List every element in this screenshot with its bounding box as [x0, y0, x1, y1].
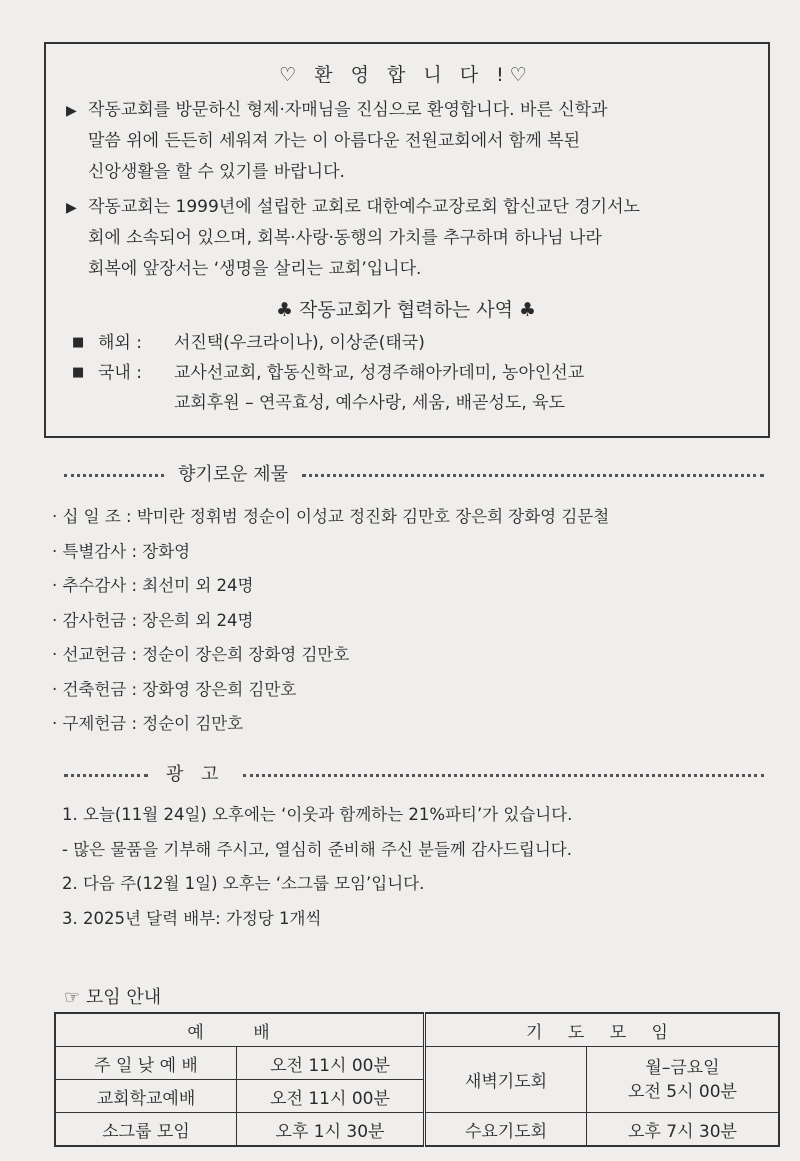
ministry-label: 해외 :: [98, 333, 142, 353]
offering-heading: 향기로운 제물: [178, 464, 289, 485]
offering-item: · 추수감사 : 최선미 외 24명: [52, 576, 254, 595]
worship-header: 예 배: [55, 1013, 425, 1047]
worship-name: 소그룹 모임: [55, 1113, 237, 1147]
ministry-overseas: [66, 328, 746, 358]
worship-name: 교회학교예배: [55, 1080, 237, 1113]
offering-item: · 특별감사 : 장화영: [52, 541, 191, 561]
square-bullet-icon: ■: [72, 365, 85, 380]
church-info-paragraph: [66, 192, 746, 285]
offering-item: · 건축헌금 : 장화영 장은희 김만호: [52, 679, 297, 699]
announcement-item: - 많은 물품을 기부해 주시고, 열심히 준비해 주신 분들께 감사드립니다.: [62, 839, 572, 859]
prayer-header: 기 도 모 임: [425, 1013, 780, 1047]
dotted-leader: [243, 774, 765, 777]
ministry-line: 교회후원 – 연곡효성, 예수사랑, 세움, 배곧성도, 육도: [174, 393, 565, 413]
meetings-table: [54, 1012, 780, 1147]
announcement-item: 1. 오늘(11월 24일) 오후에는 ‘이웃과 함께하는 21%파티’가 있습니다.: [62, 805, 573, 824]
announcement-item: 2. 다음 주(12월 1일) 오후는 ‘소그룹 모임’입니다.: [62, 874, 425, 893]
paragraph-line: 말씀 위에 든든히 세워져 가는 이 아름다운 전원교회에서 함께 복된: [88, 131, 581, 151]
announcement-list: [62, 798, 782, 936]
offering-item: · 구제헌금 : 정순이 김만호: [52, 714, 244, 733]
offering-list: [52, 500, 792, 742]
dotted-leader: [64, 774, 148, 777]
announcement-heading-row: [64, 760, 764, 786]
ministry-line: 교사선교회, 합동신학교, 성경주해아카데미, 농아인선교: [174, 363, 585, 383]
paragraph-line: 작동교회를 방문하신 형제·자매님을 진심으로 환영합니다. 바른 신학과: [88, 100, 608, 120]
meetings-title: ☞ 모임 안내: [64, 987, 162, 1008]
worship-time: 오후 1시 30분: [237, 1113, 425, 1147]
offering-item: · 십 일 조 : 박미란 정휘범 정순이 이성교 정진화 김만호 장은희 장화영 김문철: [52, 507, 610, 526]
prayer-time: [587, 1047, 780, 1113]
worship-time: 오전 11시 00분: [237, 1047, 425, 1080]
dotted-leader: [302, 474, 764, 477]
paragraph-line: 회에 소속되어 있으며, 회복·사랑·동행의 가치를 추구하며 하나님 나라: [88, 228, 602, 248]
worship-time: 오전 11시 00분: [237, 1080, 425, 1113]
welcome-title: ♡ 환 영 합 니 다 !♡: [279, 64, 533, 86]
welcome-paragraph: [66, 95, 746, 188]
prayer-name: 수요기도회: [425, 1113, 587, 1147]
dotted-leader: [64, 474, 164, 477]
ministry-label: 국내 :: [98, 363, 142, 383]
paragraph-line: 작동교회는 1999년에 설립한 교회로 대한예수교장로회 합신교단 경기서노: [88, 197, 640, 217]
worship-name: 주 일 낮 예 배: [55, 1047, 237, 1080]
paragraph-line: 신앙생활을 할 수 있기를 바랍니다.: [88, 162, 345, 182]
announcement-item: 3. 2025년 달력 배부: 가정당 1개씩: [62, 908, 322, 928]
offering-item: · 감사헌금 : 장은희 외 24명: [52, 610, 254, 630]
triangle-bullet-icon: ▶: [66, 200, 77, 216]
offering-item: · 선교헌금 : 정순이 장은희 장화영 김만호: [52, 645, 350, 664]
square-bullet-icon: ■: [72, 335, 85, 350]
prayer-time-line: 오전 5시 00분: [628, 1081, 737, 1102]
prayer-name: 새벽기도회: [425, 1047, 587, 1113]
prayer-time: 오후 7시 30분: [587, 1113, 780, 1147]
paragraph-line: 회복에 앞장서는 ‘생명을 살리는 교회’입니다.: [88, 259, 422, 279]
ministry-domestic: [66, 358, 746, 418]
ministry-title: ♣ 작동교회가 협력하는 사역 ♣: [275, 299, 537, 321]
ministry-line: 서진택(우크라이나), 이상준(태국): [174, 333, 425, 353]
prayer-time-line: 월–금요일: [645, 1057, 720, 1078]
offering-heading-row: [64, 460, 764, 486]
announcement-heading: 광 고: [166, 764, 225, 785]
triangle-bullet-icon: ▶: [66, 103, 77, 119]
welcome-box: [44, 42, 770, 438]
